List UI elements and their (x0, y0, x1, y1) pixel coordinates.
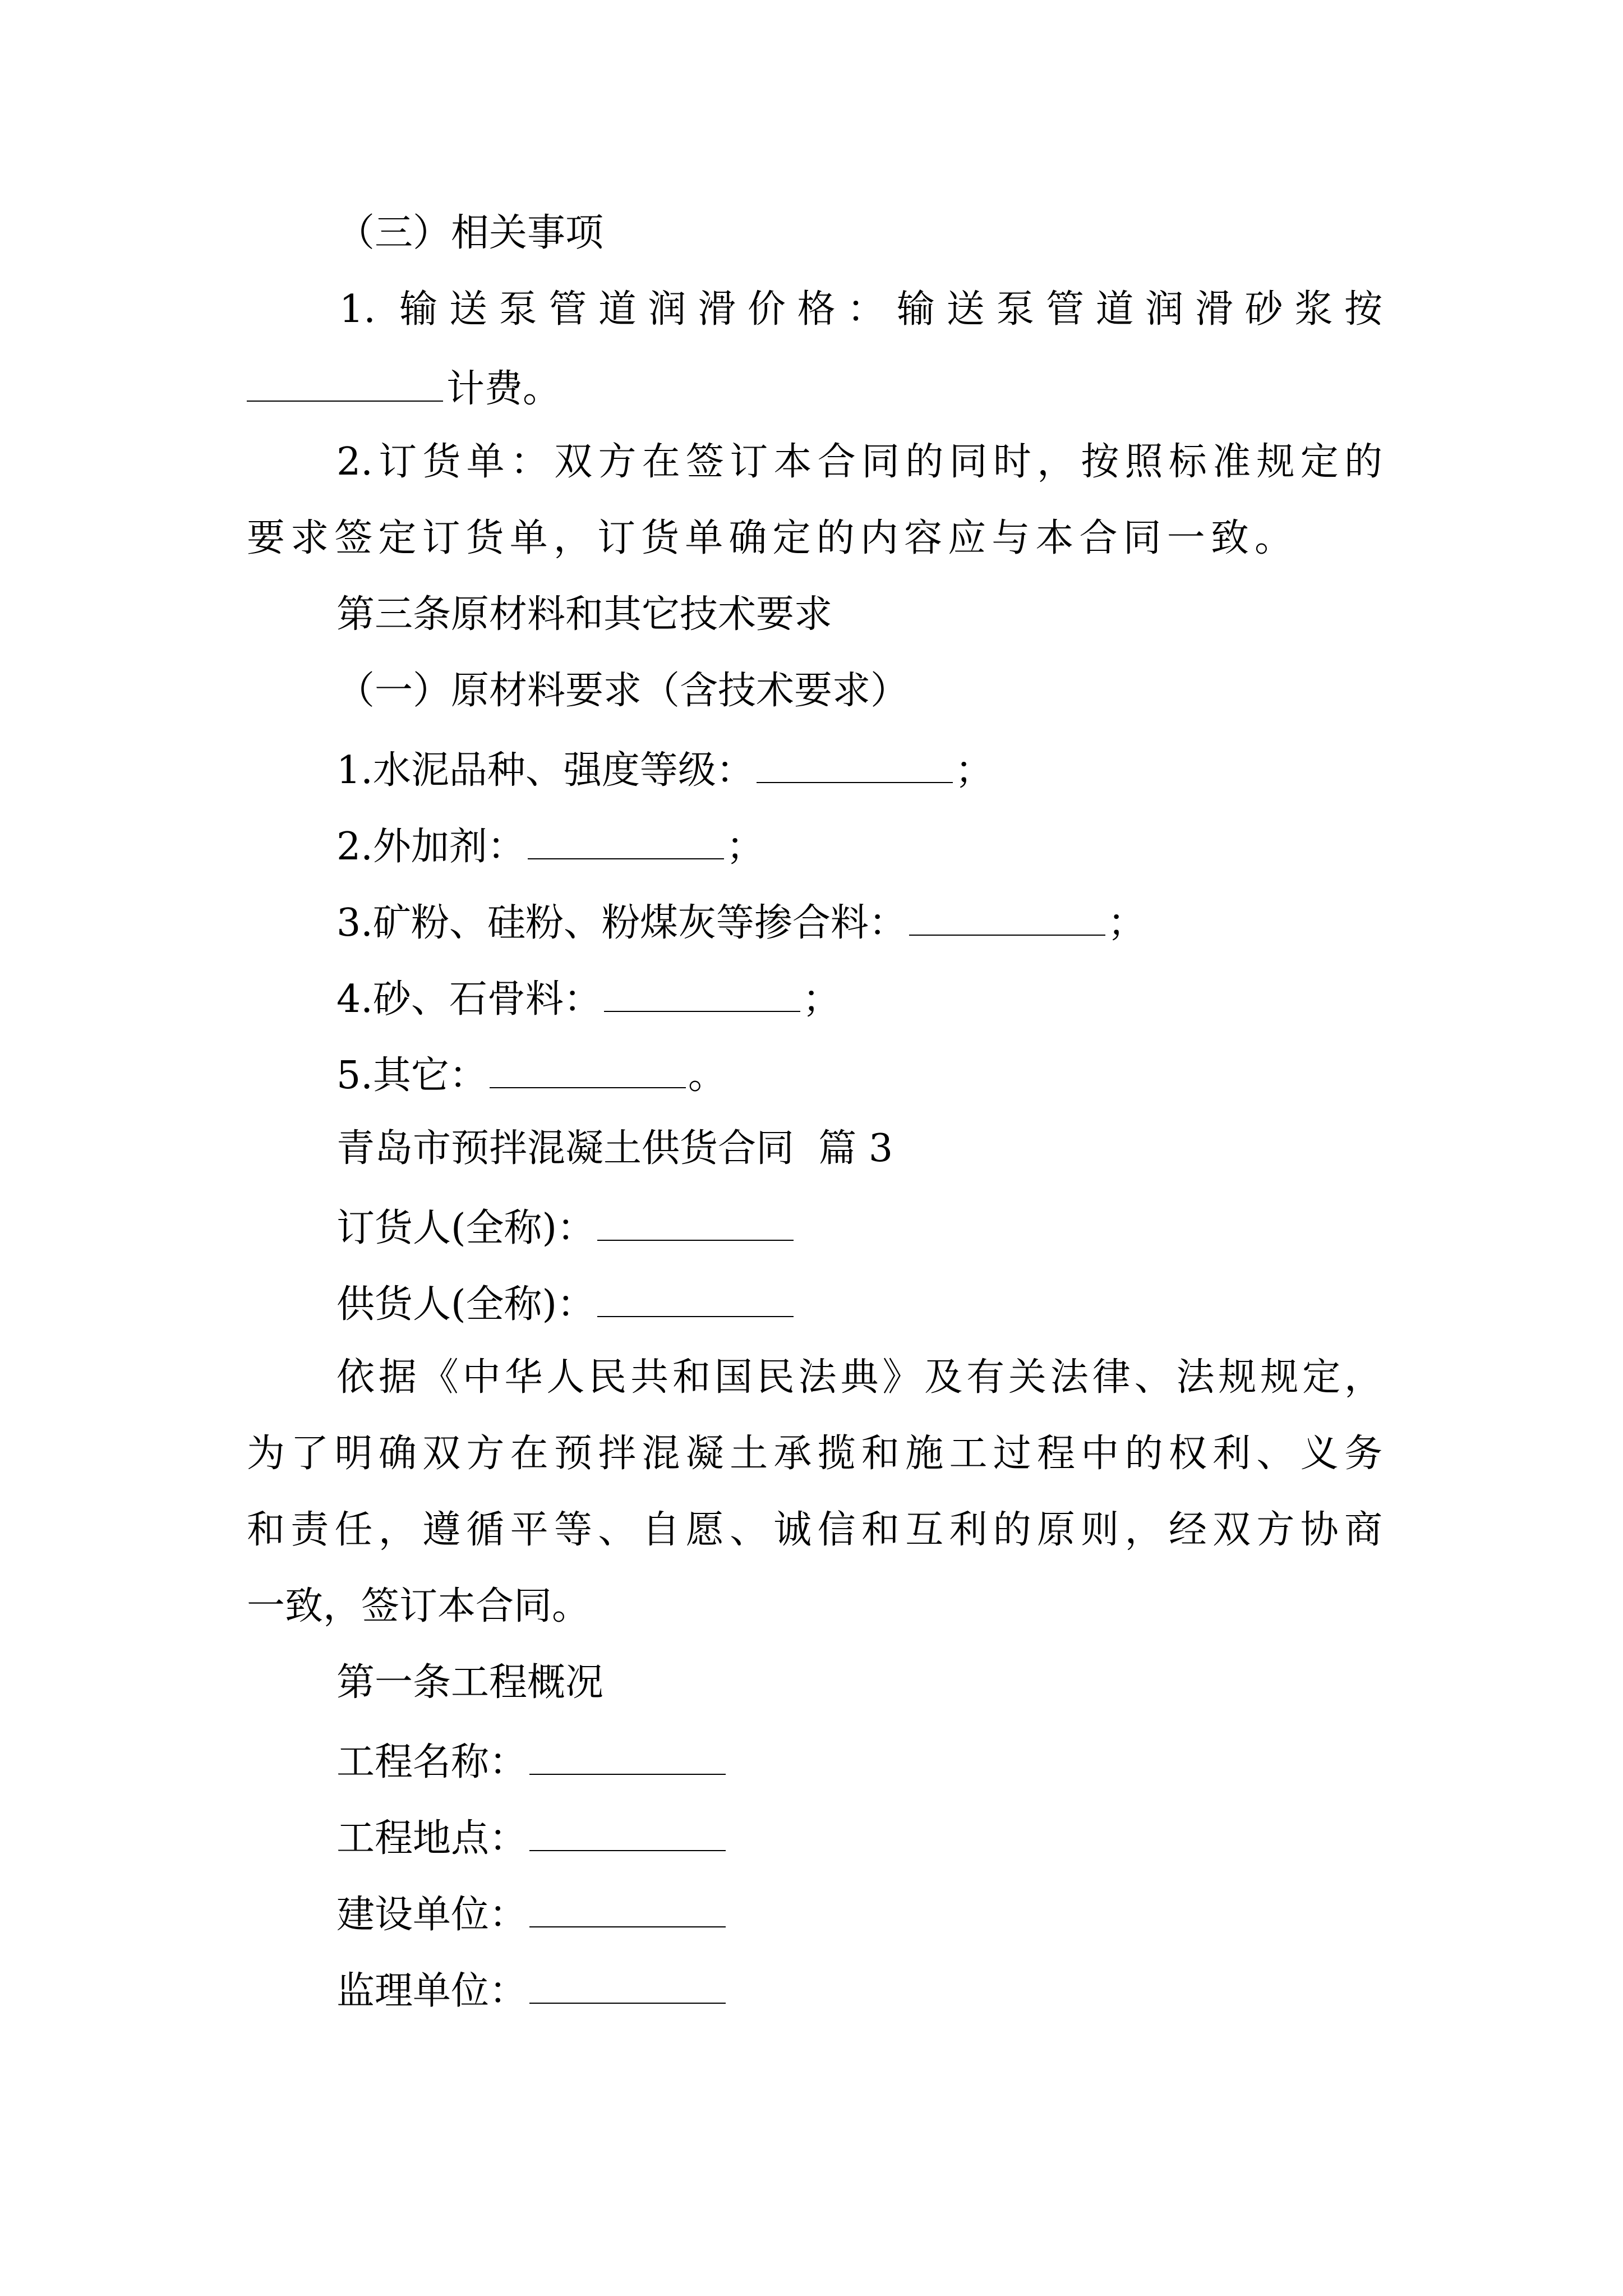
item-label: 4.砂、石骨料： (336, 977, 602, 1022)
fill-blank (490, 1053, 686, 1088)
item-other (336, 1053, 726, 1098)
item-punct: ； (802, 977, 841, 1022)
fill-blank (604, 977, 800, 1012)
fill-blank (757, 748, 953, 783)
fill-blank (529, 1969, 726, 2004)
item-punct: 。 (688, 1053, 726, 1098)
item-punct: ； (1107, 901, 1146, 945)
field-construction-unit (336, 1893, 728, 1938)
field-supplier (336, 1282, 796, 1327)
field-orderer (336, 1206, 796, 1251)
billing-suffix: 计费。 (446, 367, 561, 411)
field-label: 建设单位： (336, 1893, 528, 1937)
field-label: 供货人(全称)： (336, 1282, 596, 1327)
paragraph-legal-basis-2: 为了明确双方在预拌混凝土承揽和施工过程中的权利、义务 (247, 1432, 1382, 1476)
paragraph-legal-basis-4: 一致，签订本合同。 (247, 1584, 591, 1628)
fill-blank (247, 367, 443, 402)
item-admixture (336, 825, 764, 869)
paragraph-pump-lubrication-price: 1. 输送泵管道润滑价格：输送泵管道润滑砂浆按 (339, 287, 1382, 332)
fill-blank (597, 1206, 794, 1241)
field-project-location (336, 1816, 728, 1861)
fill-blank (529, 1893, 726, 1927)
paragraph-order-form-1: 2.订货单：双方在签订本合同的同时，按照标准规定的 (336, 440, 1382, 484)
article-one-heading: 第一条工程概况 (336, 1660, 604, 1705)
fill-blank (909, 901, 1105, 936)
paragraph-order-form-2: 要求签定订货单，订货单确定的内容应与本合同一致。 (247, 516, 1293, 560)
item-punct: ； (955, 748, 993, 793)
item-label: 3.矿粉、硅粉、粉煤灰等掺合料： (336, 901, 907, 945)
section-heading-related-matters: （三）相关事项 (336, 211, 604, 255)
item-mineral-admixtures (336, 901, 1146, 946)
field-label: 订货人(全称)： (336, 1206, 596, 1250)
field-label: 监理单位： (336, 1969, 528, 2013)
fill-blank (528, 825, 724, 859)
contract-title: 青岛市预拌混凝土供货合同 篇 3 (336, 1126, 893, 1171)
article-three-heading: 第三条原材料和其它技术要求 (336, 592, 833, 637)
raw-material-requirements-heading: （一）原材料要求（含技术要求） (336, 669, 909, 713)
paragraph-pump-lubrication-billing (247, 367, 561, 412)
fill-blank (529, 1816, 726, 1851)
paragraph-legal-basis-3: 和责任，遵循平等、自愿、诚信和互利的原则，经双方协商 (247, 1508, 1382, 1552)
item-cement-type (336, 748, 993, 793)
item-aggregate (336, 977, 841, 1022)
item-label: 1.水泥品种、强度等级： (336, 748, 754, 793)
field-supervision-unit (336, 1969, 728, 2014)
item-label: 2.外加剂： (336, 825, 525, 869)
field-label: 工程名称： (336, 1740, 528, 1784)
paragraph-legal-basis-1: 依据《中华人民共和国民法典》及有关法律、法规规定， (336, 1355, 1382, 1400)
field-label: 工程地点： (336, 1816, 528, 1861)
item-punct: ； (726, 825, 764, 869)
item-label: 5.其它： (336, 1053, 487, 1098)
field-project-name (336, 1740, 728, 1785)
fill-blank (529, 1740, 726, 1775)
fill-blank (597, 1282, 794, 1317)
